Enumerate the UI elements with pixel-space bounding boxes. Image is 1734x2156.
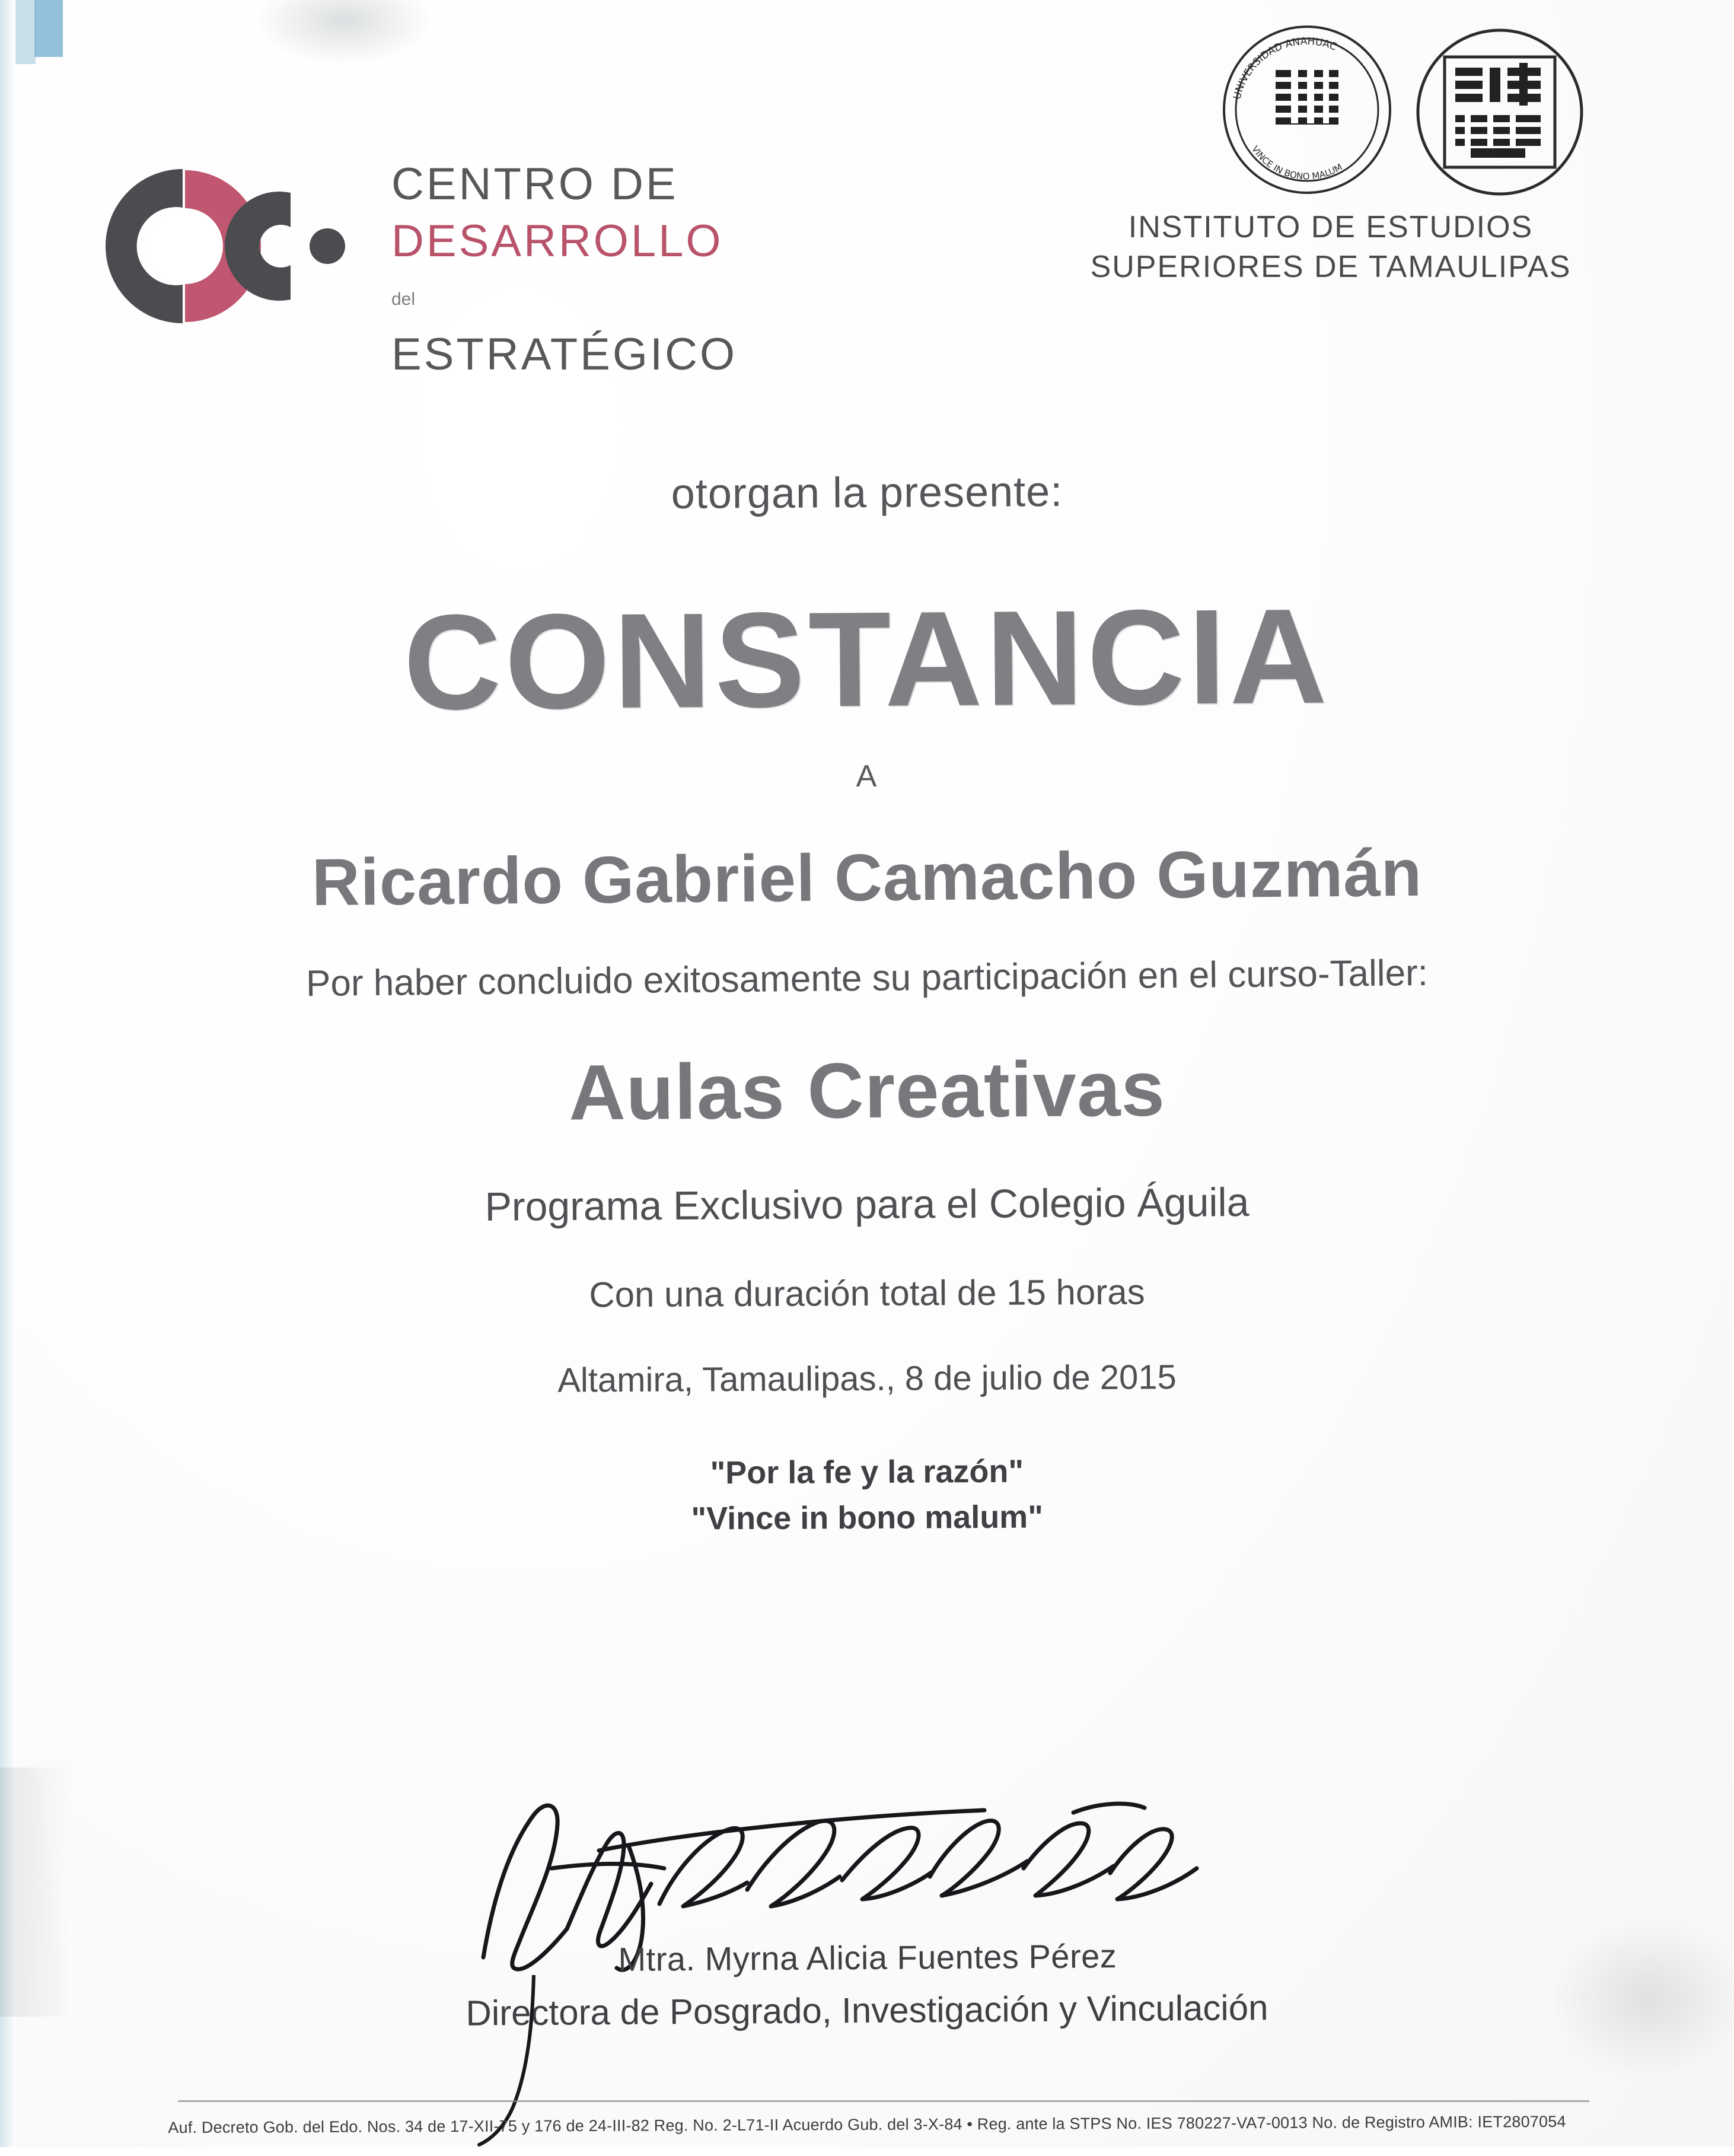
cde-line-3-prefix: del [391, 289, 416, 309]
iest-name-line-2: SUPERIORES DE TAMAULIPAS [1090, 249, 1572, 284]
cde-line-3 [391, 270, 771, 384]
motto-line-2: "Vince in bono malum" [691, 1499, 1043, 1537]
cde-logo [95, 151, 765, 380]
to-label: A [856, 759, 878, 794]
signature-block [0, 1791, 1734, 2031]
iest-name-line-1: INSTITUTO DE ESTUDIOS [1128, 210, 1534, 244]
motto-line-1: "Por la fe y la razón" [710, 1453, 1024, 1491]
iest-logo [1028, 18, 1633, 286]
cde-line-1: CENTRO DE [391, 159, 678, 209]
footer-legal-text: Auf. Decreto Gob. del Edo. Nos. 34 de 17-XII-75 y 176 de 24-III-82 Reg. No. 2-L71-II Acuerdo Gub. del 3-X-84 • Reg. ante la STPS No. IES 780227-VA7-0013 No. de Registro AMIB: IET2807054 [168, 2112, 1566, 2137]
grant-line: otorgan la presente: [671, 467, 1063, 518]
iest-crest-icon [1414, 26, 1586, 198]
course-title: Aulas Creativas [568, 1044, 1166, 1136]
program-line: Programa Exclusivo para el Colegio Águila [485, 1180, 1250, 1230]
motto-block [0, 1445, 1734, 1545]
footer-divider [178, 2100, 1589, 2102]
signer-name: Mtra. Myrna Alicia Fuentes Pérez [618, 1937, 1117, 1978]
iest-seals [1028, 18, 1633, 202]
cde-logo-icon [95, 157, 374, 335]
certificate-header [0, 0, 1734, 415]
signer-title: Directora de Posgrado, Investigación y Vinculación [466, 1988, 1268, 2033]
page-title: CONSTANCIA [403, 581, 1331, 738]
svg-text:VINCE IN BONO MALUM: VINCE IN BONO MALUM [1250, 144, 1344, 182]
place-and-date: Altamira, Tamaulipas., 8 de julio de 2015 [557, 1358, 1177, 1400]
certificate-footer [0, 2112, 1734, 2137]
reason-line: Por haber concluido exitosamente su participación en el curso-Taller: [305, 952, 1429, 1005]
recipient-name: Ricardo Gabriel Camacho Guzmán [311, 835, 1423, 920]
universidad-anahuac-seal-icon [1221, 24, 1393, 196]
svg-text:UNIVERSIDAD ANAHUAC: UNIVERSIDAD ANAHUAC [1231, 35, 1338, 101]
certificate-body [0, 415, 1734, 1540]
cde-logo-wordmark [391, 156, 771, 383]
iest-institution-name [1028, 208, 1633, 286]
cde-line-2: DESARROLLO [391, 215, 723, 266]
duration-line: Con una duración total de 15 horas [589, 1272, 1145, 1315]
cde-line-3-main: ESTRATÉGICO [391, 329, 738, 380]
